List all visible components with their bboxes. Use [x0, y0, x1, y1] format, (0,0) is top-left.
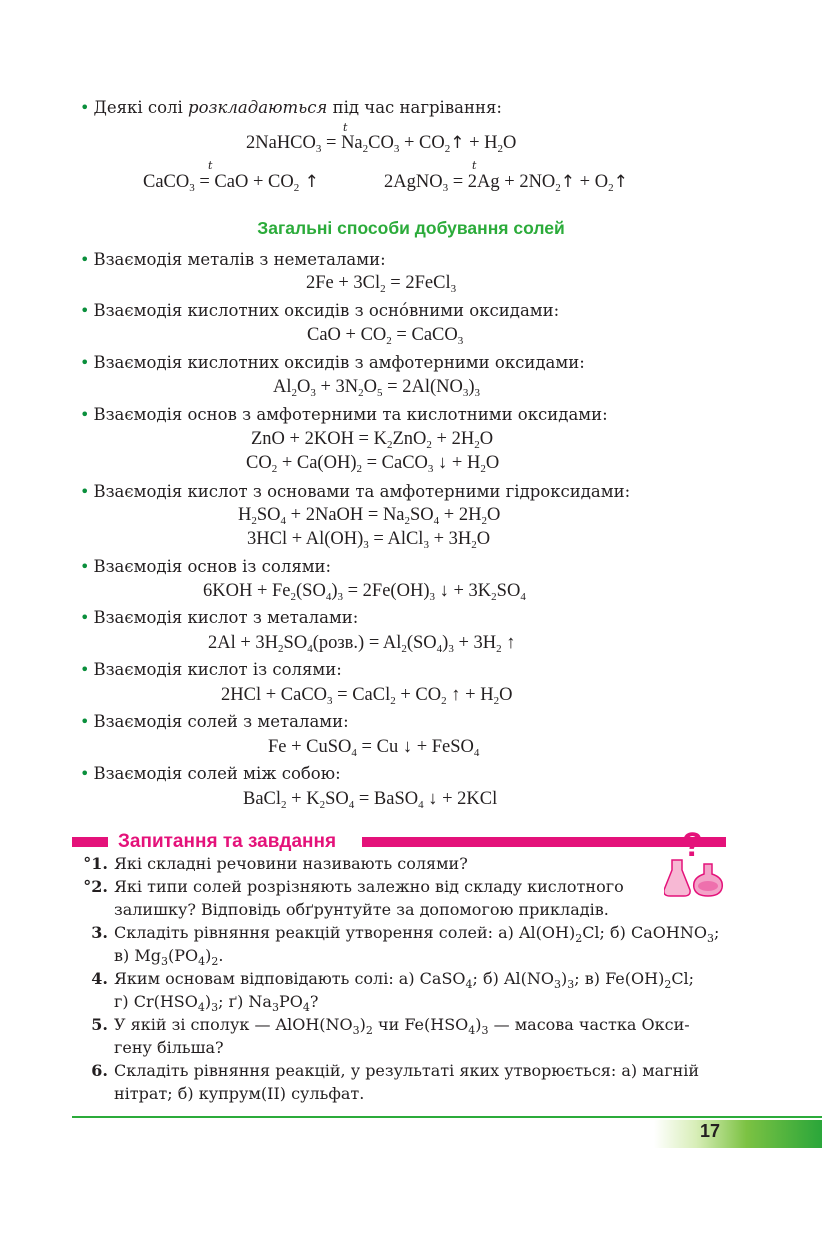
equation: $CO_2 + Ca(OH)_2$ = CaCO$_3$ ↓ + $H_2O$ — [246, 453, 500, 475]
method-label: • Взаємодія основ із солями: — [80, 557, 332, 576]
question-number: 4. — [91, 969, 108, 988]
question-text: залишку? Відповідь обґрунтуйте за допомогою прикладів. — [114, 900, 609, 919]
equation: $3HCl + Al(OH)_3$ = AlCl$_3$ + $3H_2O$ — [247, 529, 491, 551]
heat-mark: t — [472, 159, 477, 172]
equation: Fe + CuSO$_4$ = Cu ↓ + FeSO$_4$ — [268, 737, 480, 759]
equation: $2Al + 3H_2SO_4(розв.) = Al_2(SO_4)_3 + 3H_2$ ↑ — [208, 633, 516, 655]
questions-title: Запитання та завдання — [114, 829, 340, 855]
question-number: 3. — [91, 923, 108, 942]
equation: 2HCl + CaCO$_3$ = CaCl$_2$ + $CO_2$ ↑ + $H_2O$ — [221, 685, 513, 707]
question-text: г) $Cr(HSO_4)_3$; ґ) $Na_3PO_4$? — [114, 992, 319, 1014]
question-text: нітрат; б) купрум(ІІ) сульфат. — [114, 1084, 365, 1103]
question-number: °1. — [83, 854, 108, 873]
method-label: • Взаємодія кислот з металами: — [80, 608, 359, 627]
method-label: • Взаємодія кислот із солями: — [80, 660, 342, 679]
method-label: • Взаємодія солей з металами: — [80, 712, 349, 731]
method-label: • Взаємодія кислотних оксидів з оснóвними оксидами: — [80, 301, 560, 320]
question-text: гену більша? — [114, 1038, 224, 1057]
intro-line: • Деякі солі розкладаються під час нагрівання: — [80, 98, 502, 117]
flask-question-icon — [664, 826, 728, 898]
equation: BaCl$_2$ + $K_2SO_4$ = BaSO$_4$ ↓ + 2KCl — [243, 789, 498, 811]
svg-text:?: ? — [682, 826, 703, 864]
decomp-equation-1: 2NaHCO$_3$ = $Na_2CO_3$ + $CO_2↑ + H_2O$ — [246, 133, 517, 155]
method-label: • Взаємодія металів з неметалами: — [80, 250, 386, 269]
page-number-band — [654, 1120, 822, 1148]
question-text: У якій зі сполук — $AlOH(NO_3)_2$ чи $Fe(HSO_4)_3$ — масова частка Окси- — [114, 1015, 690, 1037]
decomp-equation-3: 2AgNO$_3$ = $2Ag + 2NO_2↑$ + $O_2↑$ — [384, 172, 628, 194]
question-number: 6. — [91, 1061, 108, 1080]
method-label: • Взаємодія основ з амфотерними та кислотними оксидами: — [80, 405, 608, 424]
page-number: 17 — [700, 1121, 721, 1141]
method-label: • Взаємодія кислотних оксидів з амфотерними оксидами: — [80, 353, 585, 372]
equation: $2Fe + 3Cl_2$ = 2FeCl$_3$ — [306, 273, 457, 295]
question-text: в) $Mg_3(PO_4)_2$. — [114, 946, 224, 968]
section-heading: Загальні способи добування солей — [257, 218, 565, 238]
footer-rule — [72, 1116, 822, 1118]
question-text: Складіть рівняння реакцій утворення солей: а) $Al(OH)_2Cl$; б) CaOHNO$_3$; — [114, 923, 720, 945]
question-number: °2. — [83, 877, 108, 896]
question-number: 5. — [91, 1015, 108, 1034]
equation: ZnO + $2KOH = K_2ZnO_2 + 2H_2O$ — [251, 429, 494, 451]
method-label: • Взаємодія солей між собою: — [80, 764, 341, 783]
question-text: Яким основам відповідають солі: а) CaSO$_4$; б) $Al(NO_3)_3$; в) $Fe(OH)_2Cl$; — [114, 969, 695, 991]
heat-mark: t — [208, 159, 213, 172]
heat-mark: t — [343, 121, 348, 134]
equation: $Al_2O_3 + 3N_2O_5 = 2Al(NO_3)_3$ — [273, 377, 481, 399]
question-text: Які типи солей розрізняють залежно від складу кислотного — [114, 877, 624, 896]
equation: $6KOH + Fe_2(SO_4)_3 = 2Fe(OH)_3$ ↓ + $3K_2SO_4$ — [203, 581, 526, 603]
decomp-equation-2: CaCO$_3$ = CaO + $CO_2$ ↑ — [143, 172, 319, 194]
equation: $H_2SO_4$ + 2NaOH = $Na_2SO_4 + 2H_2O$ — [238, 505, 501, 527]
questions-bar-left — [72, 837, 108, 847]
question-text: Складіть рівняння реакцій, у результаті яких утворюється: а) магній — [114, 1061, 700, 1080]
bullet: • — [80, 98, 90, 117]
method-label: • Взаємодія кислот з основами та амфотерними гідроксидами: — [80, 482, 631, 501]
equation: CaO + $CO_2$ = CaCO$_3$ — [307, 325, 464, 347]
question-text: Які складні речовини називають солями? — [114, 854, 468, 873]
